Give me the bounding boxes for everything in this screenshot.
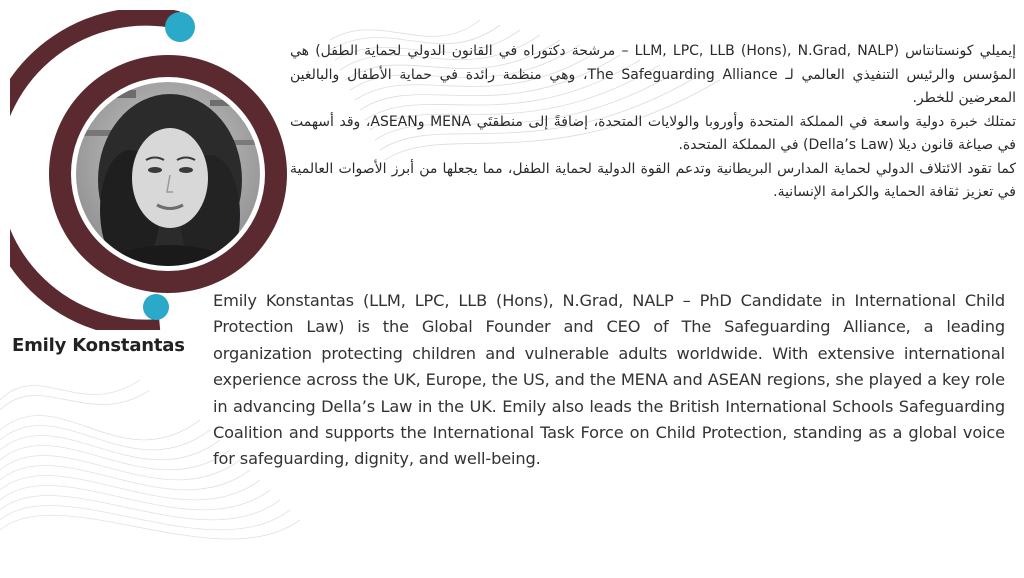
- portrait-block: [10, 10, 310, 330]
- arabic-biography: [290, 40, 1016, 205]
- arabic-bio-paragraph: إيميلي كونستانتاس (LLM, LPC, LLB (Hons), N.Grad, NALP – مرشحة دكتوراه في القانون الدولي لحماية الطفل) هي المؤسس والرئيس التنفيذي العالمي لـ The Safeguarding Alliance، وهي منظمة رائدة في حماية الأطفال والبالغين المعرضين للخطر.: [290, 43, 1016, 106]
- portrait-frame: [10, 10, 310, 330]
- english-biography: Emily Konstantas (LLM, LPC, LLB (Hons), N.Grad, NALP – PhD Candidate in International Child Protection Law) is the Global Founder and CEO of The Safeguarding Alliance, a leading organization protecting children and vulnerable adults worldwide. With extensive international experience across the UK, Europe, the US, and the MENA and ASEAN regions, she played a key role in advancing Della’s Law in the UK. Emily also leads the British International Schools Safeguarding Coalition and supports the International Task Force on Child Protection, standing as a global voice for safeguarding, dignity, and well-being.: [213, 291, 1005, 469]
- accent-dot-top: [165, 12, 195, 42]
- person-name: Emily Konstantas: [12, 335, 185, 356]
- accent-dot-bottom: [143, 294, 169, 320]
- arabic-bio-paragraph: تمتلك خبرة دولية واسعة في المملكة المتحدة وأوروبا والولايات المتحدة، إضافةً إلى منطقتَي MENA وASEAN، وقد أسهمت في صياغة قانون ديلا (Della’s Law) في المملكة المتحدة.: [290, 113, 1016, 153]
- arabic-bio-paragraph: كما تقود الائتلاف الدولي لحماية المدارس البريطانية وتدعم القوة الدولية لحماية الطفل، مما يجعلها من أبرز الأصوات العالمية في تعزيز ثقافة الحماية والكرامة الإنسانية.: [290, 160, 1016, 200]
